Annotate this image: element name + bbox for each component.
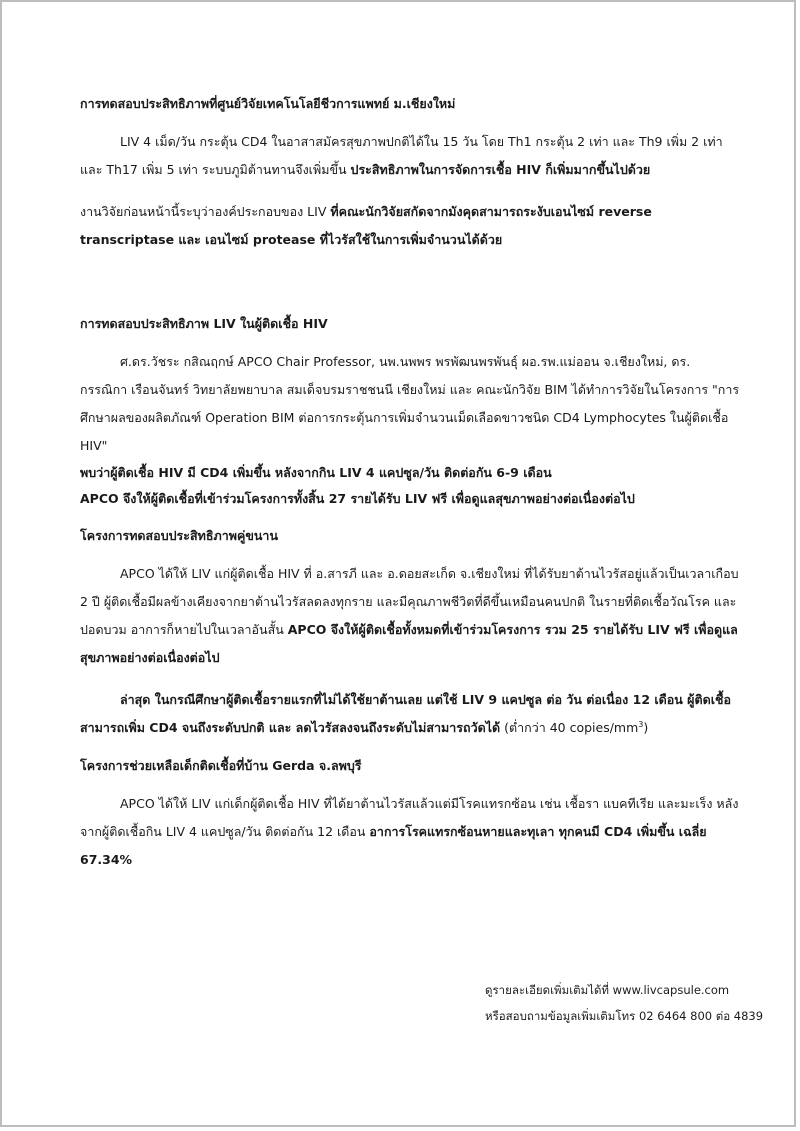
paragraph-emphasis: อาการโรคแทรกซ้อนหายและทุเลา ทุกคนมี CD4 เพิ่มขึ้น เฉลี่ย 67.34%	[80, 824, 707, 867]
paragraph-text: LIV 4 เม็ด/วัน กระตุ้น CD4 ในอาสาสมัครสุขภาพปกติได้ใน 15 วัน โดย Th1 กระตุ้น 2 เท่า และ Th9 เพิ่ม 2 เท่า และ Th17 เพิ่ม 5 เท่า ระบบภูมิต้านทานจึงเพิ่มขึ้น	[80, 134, 723, 177]
paragraph-research-team: ศ.ดร.วัชระ กสิณฤกษ์ APCO Chair Professor, นพ.นพพร พรพัฒนพรพันธุ์ ผอ.รพ.แม่ออน จ.เชียงใหม่, ดร. กรรณิกา เรือนจันทร์ วิทยาลัยพยาบาล สมเด็จบรมราชชนนี เชียงใหม่ และ คณะนักวิจัย BIM ได้ทำการวิจัยในโครงการ "การศึกษาผลของผลิตภัณฑ์ Operation BIM ต่อการกระตุ้นการเพิ่มจำนวนเม็ดเลือดขาวชนิด CD4 Lymphocytes ในผู้ติดเชื้อ HIV"	[80, 354, 740, 453]
section-heading-cmu: การทดสอบประสิทธิภาพที่ศูนย์วิจัยเทคโนโลยีชีวการแพทย์ ม.เชียงใหม่	[80, 96, 456, 111]
paragraph-emphasis: ล่าสุด ในกรณีศึกษาผู้ติดเชื้อรายแรกที่ไม่ได้ใช้ยาต้านเลย แต่ใช้ LIV 9 แคปซูล ต่อ วัน ต่อเนื่อง 12 เดือน ผู้ติดเชื้อสามารถเพิ่ม CD4 จนถึงระดับปกติ และ ลดไวรัสลงจนถึงระดับไม่สามารถวัดได้	[80, 692, 731, 735]
paragraph-text: งานวิจัยก่อนหน้านี้ระบุว่าองค์ประกอบของ LIV	[80, 204, 331, 219]
finding-free-liv-27	[80, 486, 740, 512]
document-body	[80, 94, 740, 874]
paragraph-emphasis: ประสิทธิภาพในการจัดการเชื้อ HIV ก็เพิ่มมากขึ้นไปด้วย	[350, 162, 651, 177]
section-heading-parallel: โครงการทดสอบประสิทธิภาพคู่ขนาน	[80, 528, 278, 543]
paragraph-gerda-project	[80, 790, 740, 874]
paragraph-text: APCO ได้ให้ LIV แก่ผู้ติดเชื้อ HIV ที่ อ.สารภี และ อ.ดอยสะเก็ด จ.เชียงใหม่ ที่ได้รับยาต้านไวรัสอยู่แล้วเป็นเวลาเกือบ 2 ปี ผู้ติดเชื้อมีผลข้างเคียงจากยาต้านไวรัสลดลงทุกราย และมีคุณภาพชีวิตที่ดีขึ้นเหมือนคนปกติ ในรายที่ติดเชื้อวัณโรค และ ปอดบวม อาการก็หายไปในเวลาอันสั้น	[80, 566, 739, 637]
paragraph-prior-research	[80, 198, 740, 254]
paragraph-latest-case	[80, 686, 740, 742]
section-heading-hiv-test: การทดสอบประสิทธิภาพ LIV ในผู้ติดเชื้อ HIV	[80, 316, 328, 331]
superscript: 3	[638, 719, 644, 729]
finding-text: APCO จึงให้ผู้ติดเชื้อที่เข้าร่วมโครงการทั้งสิ้น 27 รายได้รับ LIV ฟรี เพื่อดูแลสุขภาพอย่างต่อเนื่องต่อไป	[80, 491, 635, 506]
finding-text: พบว่าผู้ติดเชื้อ HIV มี CD4 เพิ่มขึ้น หลังจากกิน LIV 4 แคปซูล/วัน ติดต่อกัน 6-9 เดือน	[80, 465, 552, 480]
finding-cd4-increase	[80, 460, 740, 486]
paragraph-emphasis: ที่คณะนักวิจัยสกัดจากมังคุดสามารถระงับเอนไซม์ reverse transcriptase และ เอนไซม์ protease ที่ไวรัสใช้ในการเพิ่มจำนวนได้ด้วย	[80, 204, 652, 247]
footer-website: ดูรายละเอียดเพิ่มเติมได้ที่ www.livcapsule.com	[485, 983, 730, 997]
footer-phone: หรือสอบถามข้อมูลเพิ่มเติมโทร 02 6464 800 ต่อ 4839	[485, 1009, 764, 1023]
paragraph-cmu-test	[80, 128, 740, 184]
paragraph-emphasis: APCO จึงให้ผู้ติดเชื้อทั้งหมดที่เข้าร่วมโครงการ รวม 25 รายได้รับ LIV ฟรี เพื่อดูแลสุขภาพอย่างต่อเนื่องต่อไป	[80, 622, 738, 665]
paragraph-parallel-project	[80, 560, 740, 672]
contact-footer	[485, 977, 763, 1029]
paragraph-text: (ต่ำกว่า 40 copies/mm	[500, 720, 639, 735]
paragraph-text: )	[643, 720, 649, 735]
paragraph-text: APCO ได้ให้ LIV แก่เด็กผู้ติดเชื้อ HIV ที่ได้ยาต้านไวรัสแล้วแต่มีโรคแทรกซ้อน เช่น เชื้อรา แบคทีเรีย และมะเร็ง หลังจากผู้ติดเชื้อกิน LIV 4 แคปซูล/วัน ติดต่อกัน 12 เดือน	[80, 796, 739, 839]
section-heading-gerda: โครงการช่วยเหลือเด็กติดเชื้อที่บ้าน Gerda จ.ลพบุรี	[80, 758, 362, 773]
